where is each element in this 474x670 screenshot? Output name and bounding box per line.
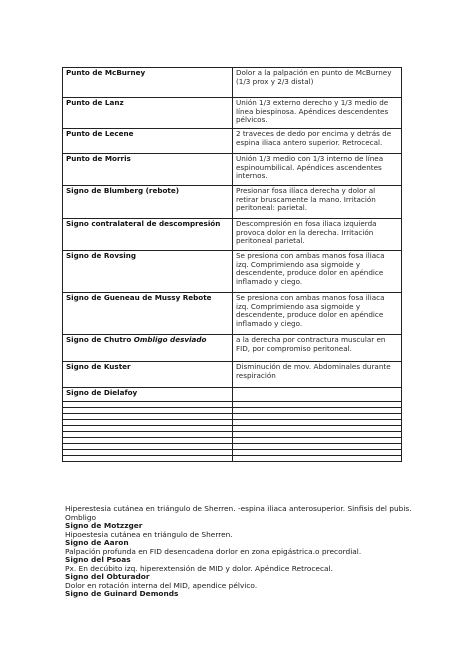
table-row	[63, 362, 402, 388]
sign-description: Dolor a la palpación en punto de McBurney (1/3 prox y 2/3 distal)	[233, 68, 402, 98]
sign-name-cell	[63, 129, 233, 154]
sign-name-cell	[63, 251, 233, 293]
motzzger-text: Hipoestesia cutánea en triángulo de Sherren.	[65, 529, 233, 539]
sign-name-cell	[63, 388, 233, 402]
sign-name: Signo contralateral de descompresión	[66, 219, 221, 228]
psoas-text: Px. En decúbito izq. hiperextensión de MID y dolor. Apéndice Retrocecal.	[65, 563, 333, 573]
table-row	[63, 98, 402, 129]
motzzger-title: Signo de Motzzger	[65, 521, 143, 530]
table-row	[63, 293, 402, 335]
table-row	[63, 219, 402, 251]
signs-table	[62, 67, 402, 462]
sign-name-cell	[63, 293, 233, 335]
sign-description: Unión 1/3 externo derecho y 1/3 medio de línea biespinosa. Apéndices descendentes pélvicos.	[233, 98, 402, 129]
sign-description: Unión 1/3 medio con 1/3 interno de línea espinoumbilical. Apéndices ascendentes internos.	[233, 154, 402, 186]
empty-cell	[63, 456, 233, 462]
notes-section	[65, 505, 425, 599]
sign-name: Punto de Morris	[66, 154, 131, 163]
obturador-title: Signo del Obturador	[65, 572, 150, 581]
sign-name: Signo de Rovsing	[66, 251, 137, 260]
sign-name: Signo de Gueneau de Mussy Rebote	[66, 293, 212, 302]
sign-name-cell	[63, 68, 233, 98]
psoas-title: Signo del Psoas	[65, 555, 131, 564]
sign-description: Se presiona con ambas manos fosa iliaca izq. Comprimiendo asa sigmoide y descendente, produce dolor en apéndice inflamado y ciego.	[233, 293, 402, 335]
sign-description: Se presiona con ambas manos fosa iliaca izq. Comprimiendo asa sigmoide y descendente, produce dolor en apéndice inflamado y ciego.	[233, 251, 402, 293]
sign-name: Signo de Blumberg (rebote)	[66, 186, 180, 195]
sign-name: Punto de McBurney	[66, 68, 146, 77]
guinard-title: Signo de Guinard Demonds	[65, 589, 179, 598]
sign-description: Presionar fosa ilíaca derecha y dolor al retirar bruscamente la mano. Irritación peritoneal: parietal.	[233, 186, 402, 219]
sign-name: Punto de Lecene	[66, 129, 134, 138]
sign-name: Signo de Chutro	[66, 335, 134, 344]
table-row	[63, 186, 402, 219]
signs-table-body	[63, 68, 402, 462]
table-row	[63, 154, 402, 186]
sign-name: Signo de Dielafoy	[66, 388, 138, 397]
obturador-text: Dolor en rotación interna del MID, apendice pélvico.	[65, 580, 258, 590]
sign-name: Signo de Kuster	[66, 362, 131, 371]
sherren-text: Hiperestesia cutánea en triángulo de Sherren. -espina iliaca anterosuperior. Sinfisis del pubis. Ombligo	[65, 504, 412, 522]
aaron-title: Signo de Aaron	[65, 538, 129, 547]
sign-name-cell	[63, 186, 233, 219]
sign-description	[233, 388, 402, 402]
aaron-text: Palpación profunda en FID desencadena dorlor en zona epigástrica.o precordial.	[65, 546, 362, 556]
sign-description: Disminución de mov. Abdominales durante respiración	[233, 362, 402, 388]
sign-name-cell	[63, 362, 233, 388]
sign-description: a la derecha por contractura muscular en FID, por compromiso peritoneal.	[233, 335, 402, 362]
sign-name-cell	[63, 154, 233, 186]
table-row	[63, 388, 402, 402]
table-row	[63, 251, 402, 293]
empty-cell	[233, 456, 402, 462]
table-row	[63, 129, 402, 154]
sign-name-cell	[63, 219, 233, 251]
sign-description: Descompresión en fosa iliaca izquierda provoca dolor en la derecha. Irritación peritoneal parietal.	[233, 219, 402, 251]
sign-name-cell	[63, 335, 233, 362]
sign-name-italic: Ombligo desviado	[133, 335, 207, 344]
sign-name: Punto de Lanz	[66, 98, 124, 107]
sign-description: 2 traveces de dedo por encima y detrás de espina iliaca antero superior. Retrocecal.	[233, 129, 402, 154]
sign-name-cell	[63, 98, 233, 129]
table-row	[63, 68, 402, 98]
empty-table-row	[63, 456, 402, 462]
table-row	[63, 335, 402, 362]
